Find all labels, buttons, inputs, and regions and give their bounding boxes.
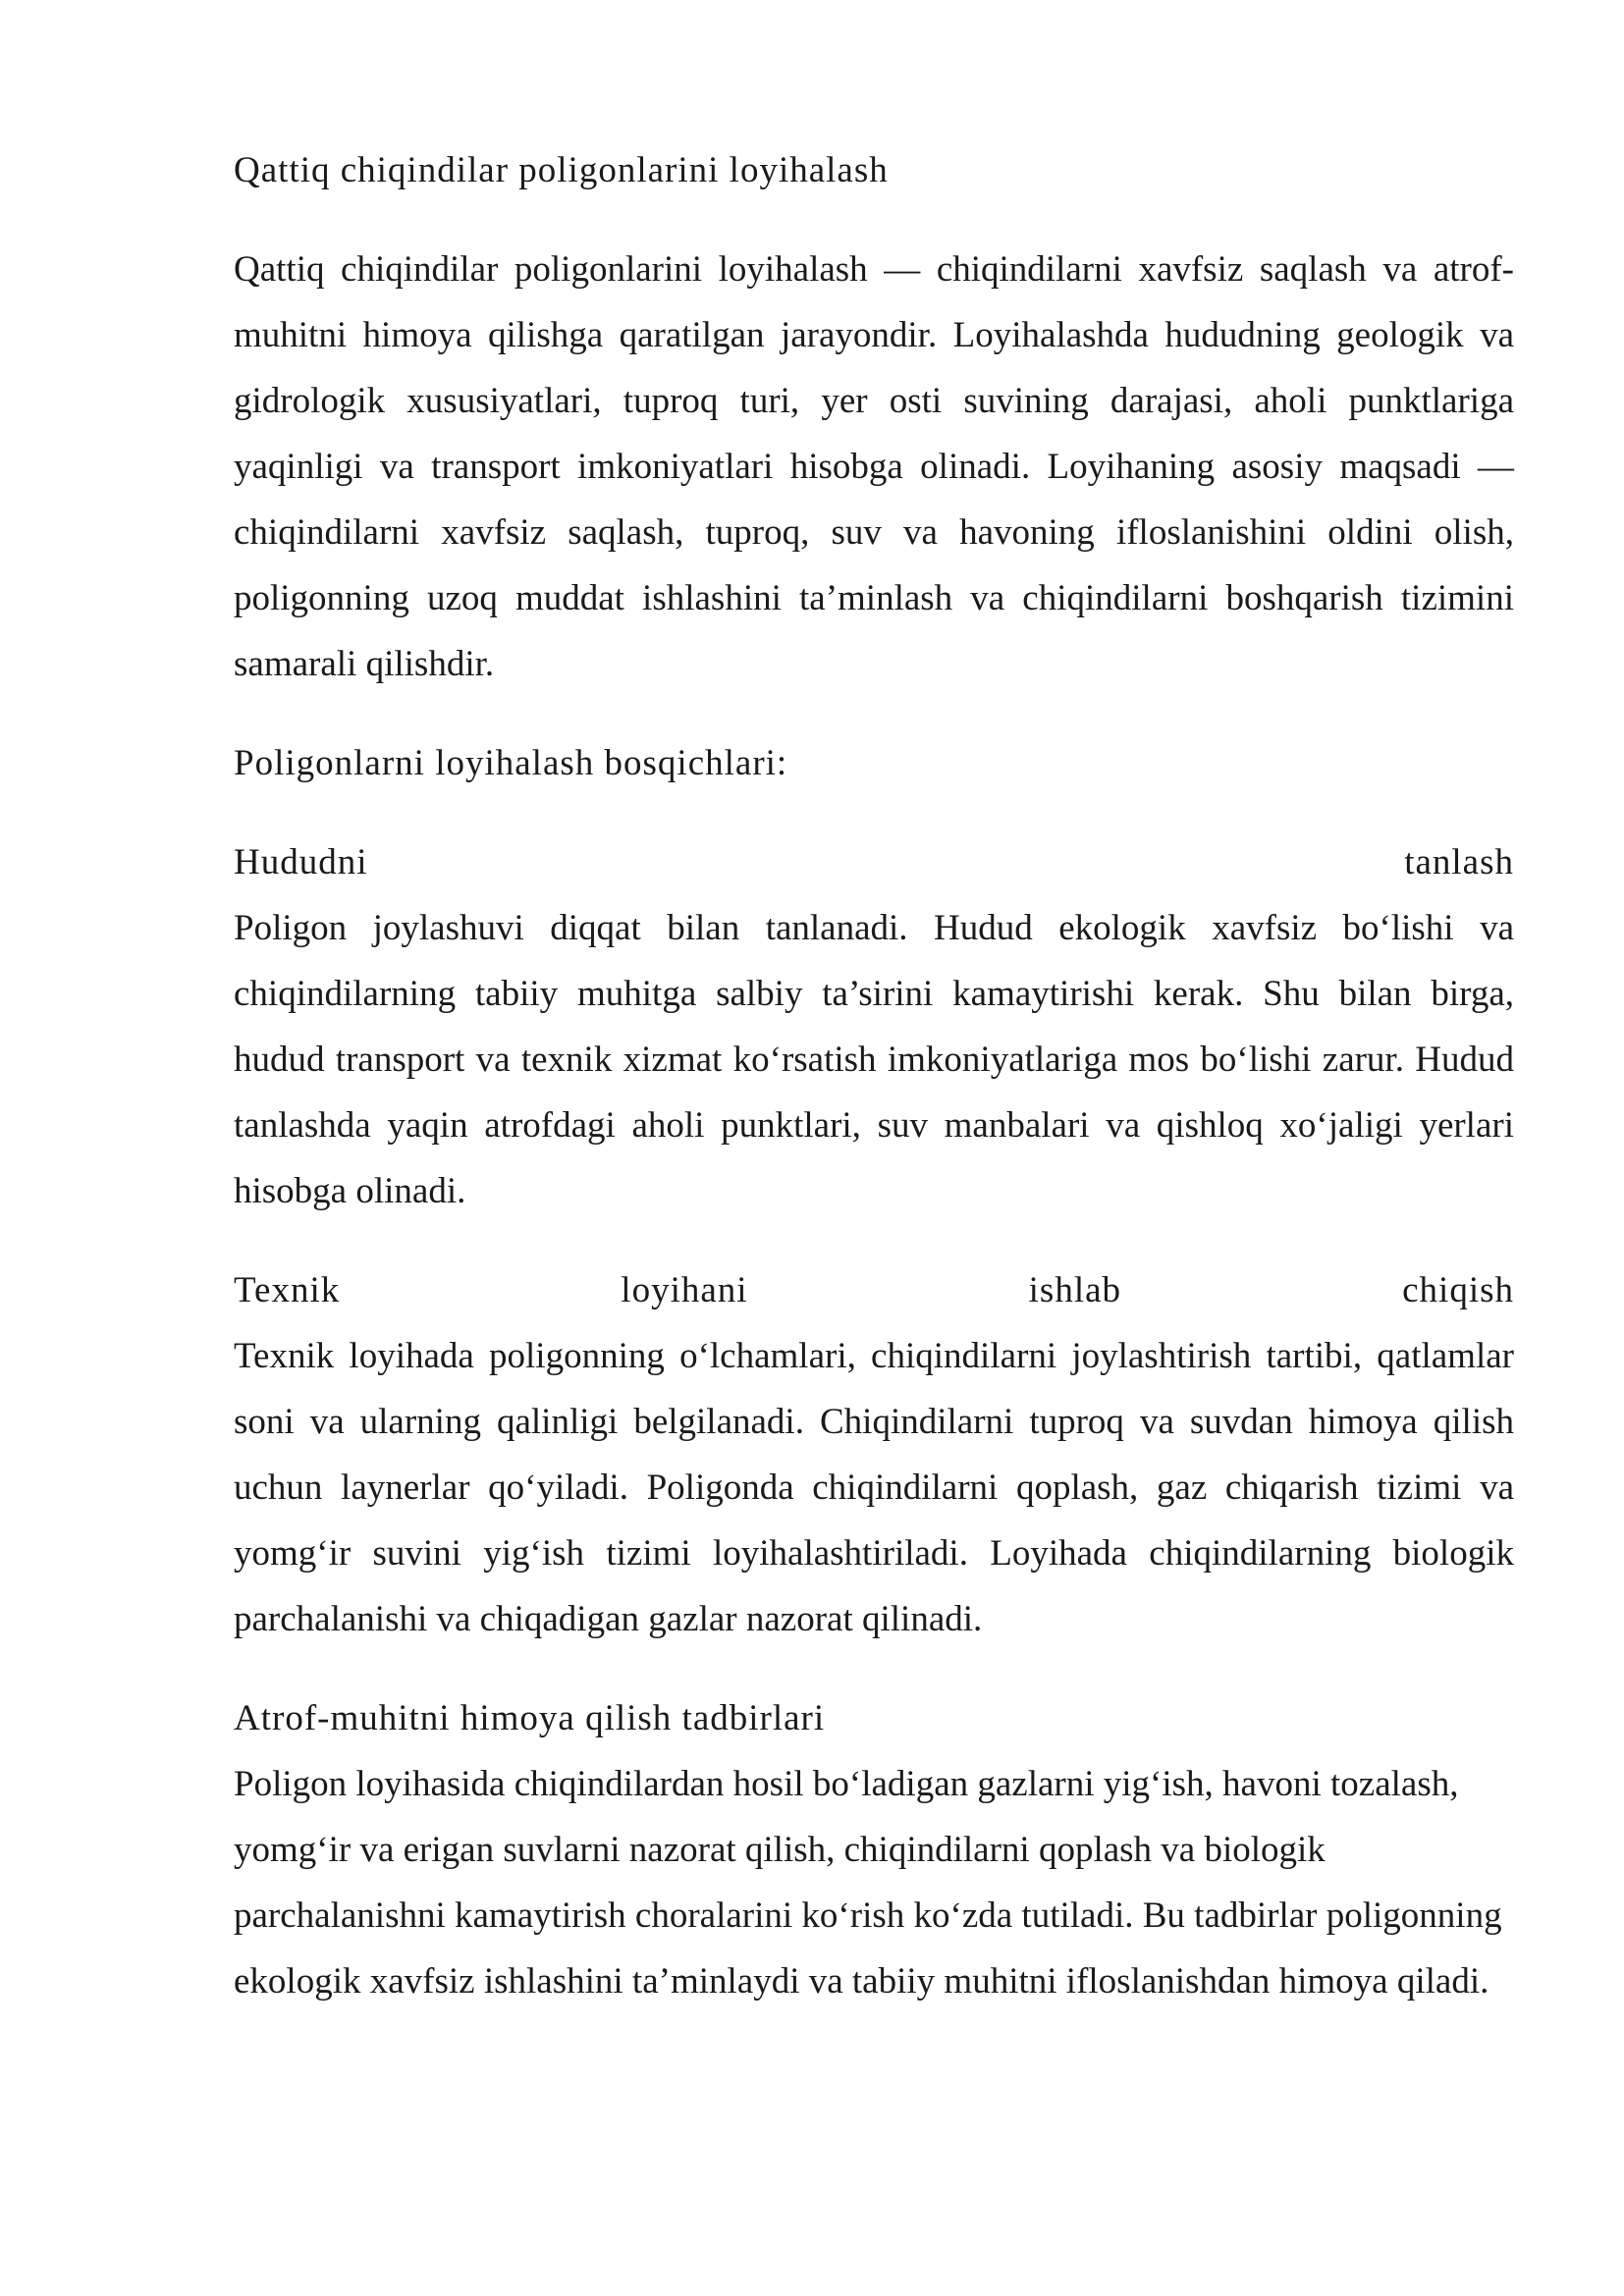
document-title: Qattiq chiqindilar poligonlarini loyihalash bbox=[234, 150, 889, 190]
section-body: Texnik loyihada poligonning o‘lchamlari, chiqindilarni joylashtirish tartibi, qatlamlar soni va ularning qalinligi belgilanadi. Chiqindilarni tuproq va suvdan himoya qilish uchun laynerlar qo‘yiladi. Poligonda chiqindilarni qoplash, gaz chiqarish tizimi va yomg‘ir suvini yig‘ish tizimi loyihalashtiriladi. Loyihada chiqindilarning biologik parchalanishi va chiqadigan gazlar nazorat qilinadi. bbox=[234, 1336, 1514, 1639]
section-body: Poligon joylashuvi diqqat bilan tanlanadi. Hudud ekologik xavfsiz bo‘lishi va chiqindilarning tabiiy muhitga salbiy ta’sirini kamaytirishi kerak. Shu bilan birga, hudud transport va texnik xizmat ko‘rsatish imkoniyatlariga mos bo‘lishi zarur. Hudud tanlashda yaqin atrofdagi aholi punktlari, suv manbalari va qishloq xo‘jaligi yerlari hisobga olinadi. bbox=[234, 908, 1514, 1211]
section-site-selection bbox=[234, 829, 1514, 1224]
section-body: Poligon loyihasida chiqindilardan hosil bo‘ladigan gazlarni yig‘ish, havoni tozalash, yomg‘ir va erigan suvlarni nazorat qilish, chiqindilarni qoplash va biologik parchalanishni kamaytirish choralarini ko‘rish ko‘zda tutiladi. Bu tadbirlar poligonning ekologik xavfsiz ishlashini ta’minlaydi va tabiiy muhitni ifloslanishdan himoya qiladi. bbox=[234, 1764, 1502, 2002]
intro-paragraph: Qattiq chiqindilar poligonlarini loyihalash — chiqindilarni xavfsiz saqlash va atrof-muhitni himoya qilishga qaratilgan jarayondir. Loyihalashda hududning geologik va gidrologik xususiyatlari, tuproq turi, yer osti suvining darajasi, aholi punktlariga yaqinligi va transport imkoniyatlari hisobga olinadi. Loyihaning asosiy maqsadi — chiqindilarni xavfsiz saqlash, tuproq, suv va havoning ifloslanishini oldini olish, poligonning uzoq muddat ishlashini ta’minlash va chiqindilarni boshqarish tizimini samarali qilishdir. bbox=[234, 249, 1514, 684]
section-environment-protection bbox=[234, 1685, 1514, 2014]
section-technical-design bbox=[234, 1257, 1514, 1652]
document-body bbox=[234, 137, 1514, 2048]
section-heading: Texnik loyihani ishlab chiqish bbox=[234, 1270, 1514, 1310]
stages-heading: Poligonlarni loyihalash bosqichlari: bbox=[234, 743, 788, 783]
section-heading: Atrof-muhitni himoya qilish tadbirlari bbox=[234, 1698, 826, 1738]
section-heading: Hududni tanlash bbox=[234, 842, 1514, 882]
